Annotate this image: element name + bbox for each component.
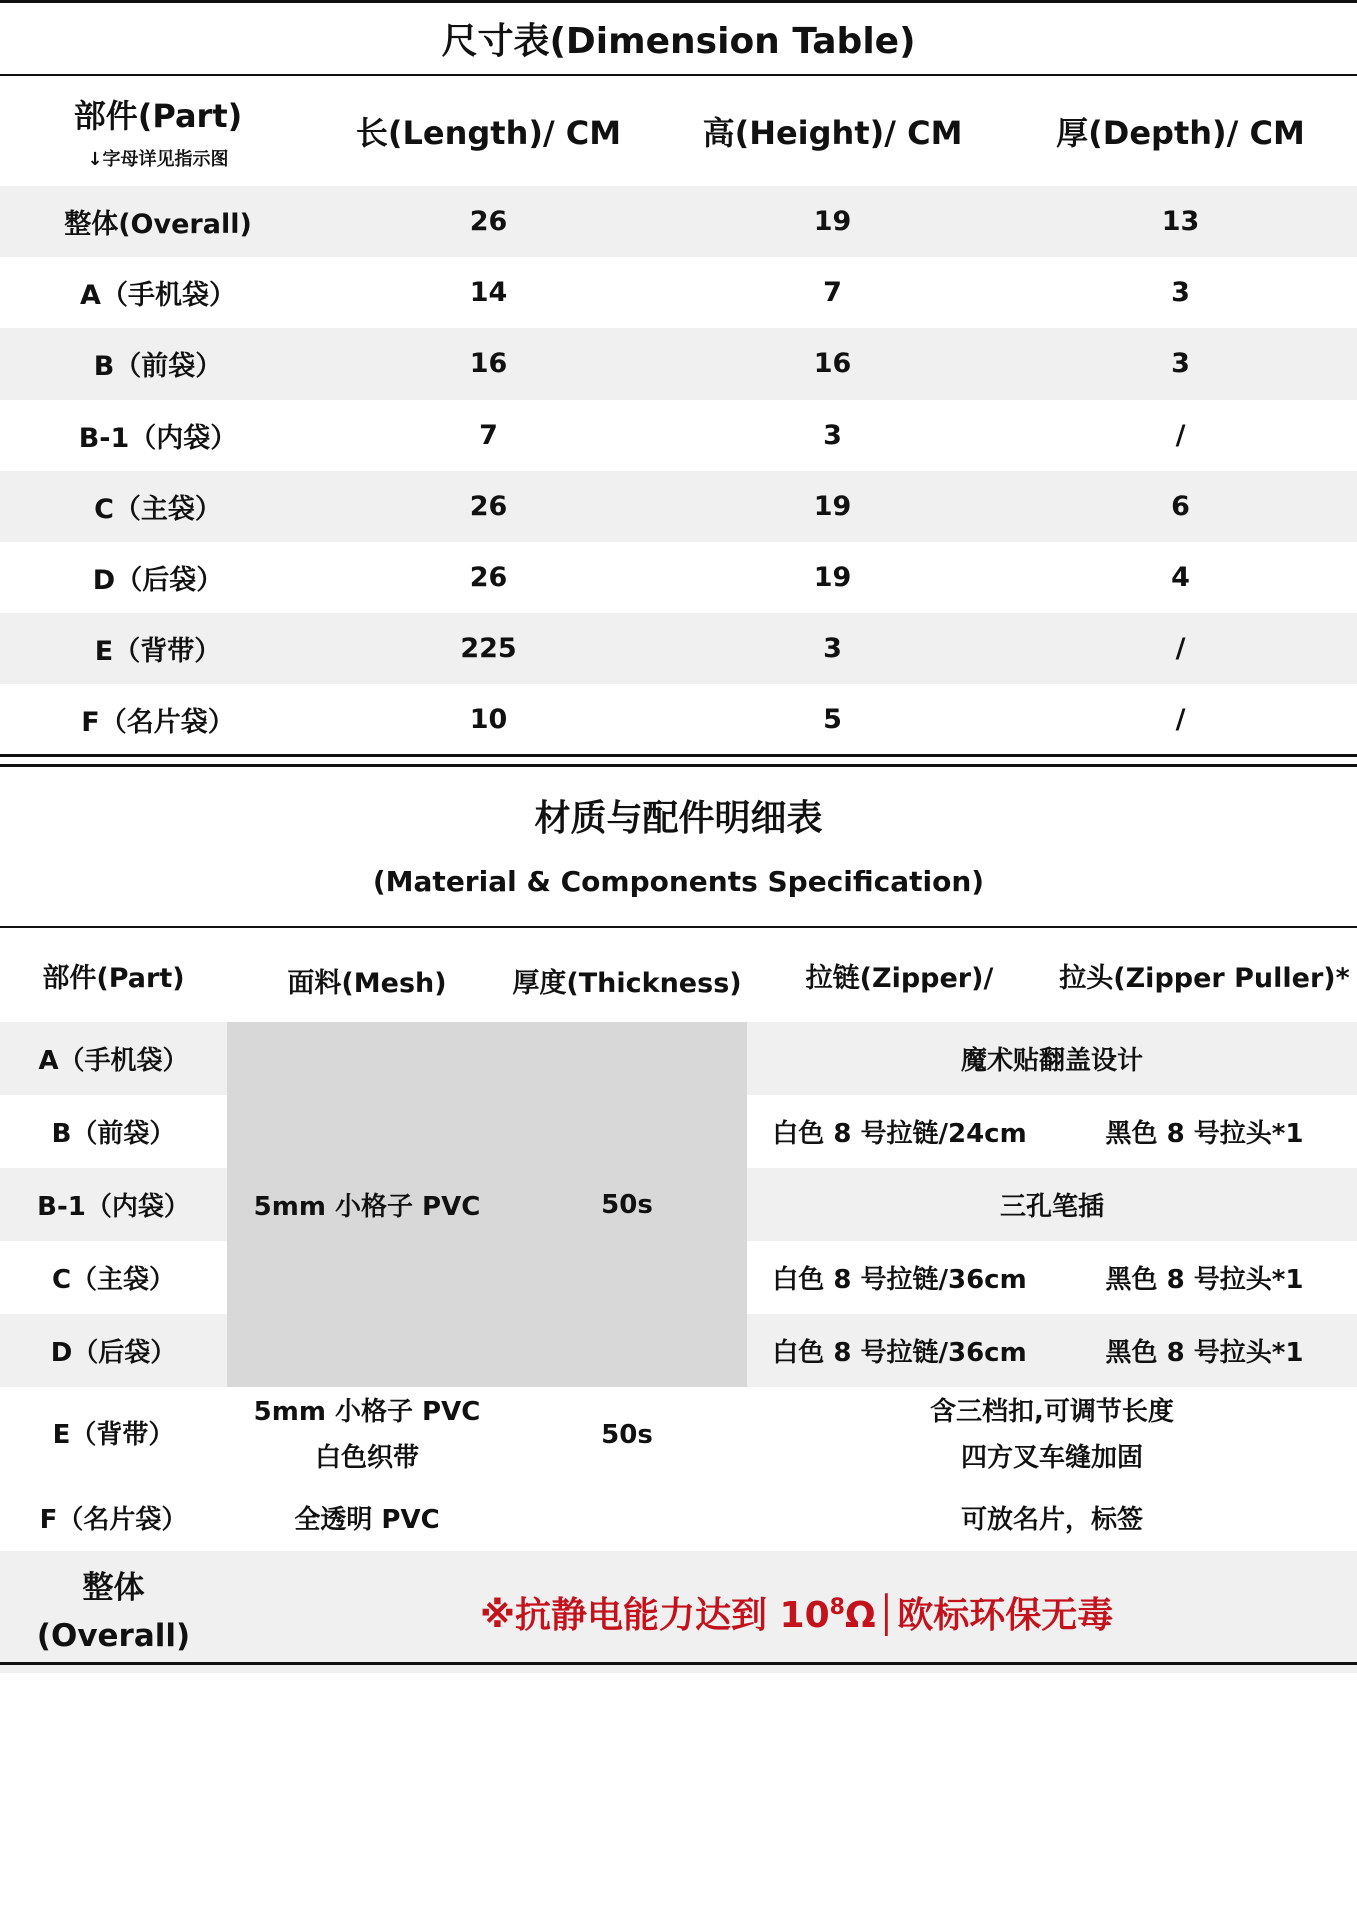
header-part [0, 76, 316, 186]
header-puller: 拉头(Zipper Puller)* [1059, 962, 1350, 994]
header-part-note: ↓字母详见指示图 [87, 149, 229, 170]
cell-length: 10 [469, 704, 508, 736]
note-prefix: ※抗静电能力达到 10 [480, 1594, 830, 1636]
cell-depth: 3 [1171, 277, 1190, 309]
divider [0, 754, 1357, 757]
cell-mesh [227, 1387, 507, 1483]
cell-part: 整体(Overall) [0, 186, 316, 257]
cell-length: 7 [479, 419, 498, 451]
divider [0, 1662, 1357, 1665]
cell-puller: 黑色 8 号拉头*1 [1052, 1314, 1357, 1387]
material-table-subtitle: (Material & Components Specification) [372, 865, 985, 898]
cell-length: 225 [316, 613, 661, 684]
cell-part: D（后袋） [92, 565, 224, 597]
cell-note [747, 1387, 1357, 1483]
table-row [0, 471, 1357, 542]
cell-mesh-shared: 5mm 小格子 PVC [227, 1022, 507, 1387]
note-exponent: 8 [829, 1594, 845, 1620]
cell-depth: / [1175, 704, 1186, 736]
cell-height: 5 [823, 704, 842, 736]
cell-zipper: 白色 8 号拉链/36cm [747, 1314, 1052, 1387]
cell-part [0, 1551, 227, 1673]
cell-part: B（前袋） [51, 1119, 176, 1149]
cell-length: 14 [469, 277, 508, 309]
cell-thickness-shared: 50s [507, 1022, 747, 1387]
cell-zipper: 白色 8 号拉链/36cm [772, 1265, 1027, 1295]
cell-depth: / [1175, 419, 1186, 451]
cell-part: E（背带） [52, 1420, 175, 1450]
table-row [0, 542, 1357, 613]
note-line: 含三档扣,可调节长度 [930, 1397, 1174, 1427]
cell-part: B-1（内袋） [78, 422, 238, 454]
cell-part: B-1（内袋） [0, 1168, 227, 1241]
table-row [0, 328, 1357, 399]
cell-puller: 黑色 8 号拉头*1 [1105, 1265, 1304, 1295]
cell-thickness: 50s [601, 1420, 653, 1450]
overall-note [227, 1551, 1357, 1673]
table-row [0, 1483, 1357, 1551]
cell-height: 7 [823, 277, 842, 309]
cell-part: C（主袋） [51, 1265, 176, 1295]
cell-height: 19 [661, 471, 1004, 542]
antistatic-note [480, 1595, 1113, 1636]
table-row [0, 1551, 1357, 1673]
cell-length: 26 [316, 471, 661, 542]
cell-height: 16 [661, 328, 1004, 399]
cell-length: 26 [469, 562, 508, 594]
cell-depth: 3 [1004, 328, 1357, 399]
header-thickness: 厚度(Thickness) [512, 967, 742, 999]
dimension-header-row [0, 76, 1357, 186]
cell-depth: 4 [1171, 562, 1190, 594]
cell-part: F（名片袋） [81, 707, 235, 739]
table-row [0, 186, 1357, 257]
cell-height: 3 [661, 613, 1004, 684]
cell-part: A（手机袋） [80, 280, 236, 312]
cell-part: F（名片袋） [39, 1504, 188, 1535]
header-height: 高(Height)/ CM [702, 114, 963, 152]
note-line: 四方叉车缝加固 [960, 1443, 1143, 1473]
cell-height: 19 [813, 562, 852, 594]
cell-depth: / [1004, 613, 1357, 684]
header-mesh: 面料(Mesh) [287, 967, 447, 999]
header-part: 部件(Part) [42, 962, 185, 994]
cell-zipper: 白色 8 号拉链/24cm [772, 1119, 1027, 1149]
cell-height: 19 [661, 186, 1004, 257]
table-row [0, 400, 1357, 471]
dimension-table [0, 76, 1357, 756]
note-suffix: Ω│欧标环保无毒 [844, 1594, 1114, 1636]
table-row [0, 1387, 1357, 1483]
table-row [0, 257, 1357, 328]
cell-mesh: 全透明 PVC [294, 1504, 440, 1535]
header-part-label: 部件(Part) [73, 97, 243, 135]
cell-depth: 6 [1004, 471, 1357, 542]
table-row [0, 684, 1357, 755]
part-line: 整体 [82, 1570, 145, 1606]
table-row [0, 613, 1357, 684]
part-line: (Overall) [36, 1618, 191, 1654]
header-depth: 厚(Depth)/ CM [1056, 114, 1305, 152]
cell-note: 可放名片，标签 [960, 1504, 1143, 1535]
cell-thickness [507, 1483, 747, 1551]
cell-part: E（背带） [0, 613, 316, 684]
mesh-line: 5mm 小格子 PVC [253, 1397, 481, 1427]
header-zipper: 拉链(Zipper)/ [805, 962, 994, 994]
cell-part: C（主袋） [0, 471, 316, 542]
divider [0, 764, 1357, 767]
cell-length: 16 [316, 328, 661, 399]
cell-puller: 黑色 8 号拉头*1 [1105, 1119, 1304, 1149]
cell-length: 26 [316, 186, 661, 257]
cell-part: D（后袋） [0, 1314, 227, 1387]
table-row [0, 1022, 1357, 1095]
cell-part: A（手机袋） [0, 1022, 227, 1095]
cell-part: B（前袋） [0, 328, 316, 399]
cell-height: 3 [823, 419, 842, 451]
mesh-line: 白色织带 [314, 1443, 419, 1473]
material-header-row [0, 928, 1357, 1022]
cell-note: 魔术贴翻盖设计 [747, 1022, 1357, 1095]
cell-depth: 13 [1004, 186, 1357, 257]
material-table [0, 928, 1357, 1673]
dimension-table-title: 尺寸表(Dimension Table) [0, 0, 1357, 76]
cell-note: 三孔笔插 [747, 1168, 1357, 1241]
header-length: 长(Length)/ CM [355, 114, 622, 152]
material-table-title: 材质与配件明细表 [534, 798, 823, 839]
